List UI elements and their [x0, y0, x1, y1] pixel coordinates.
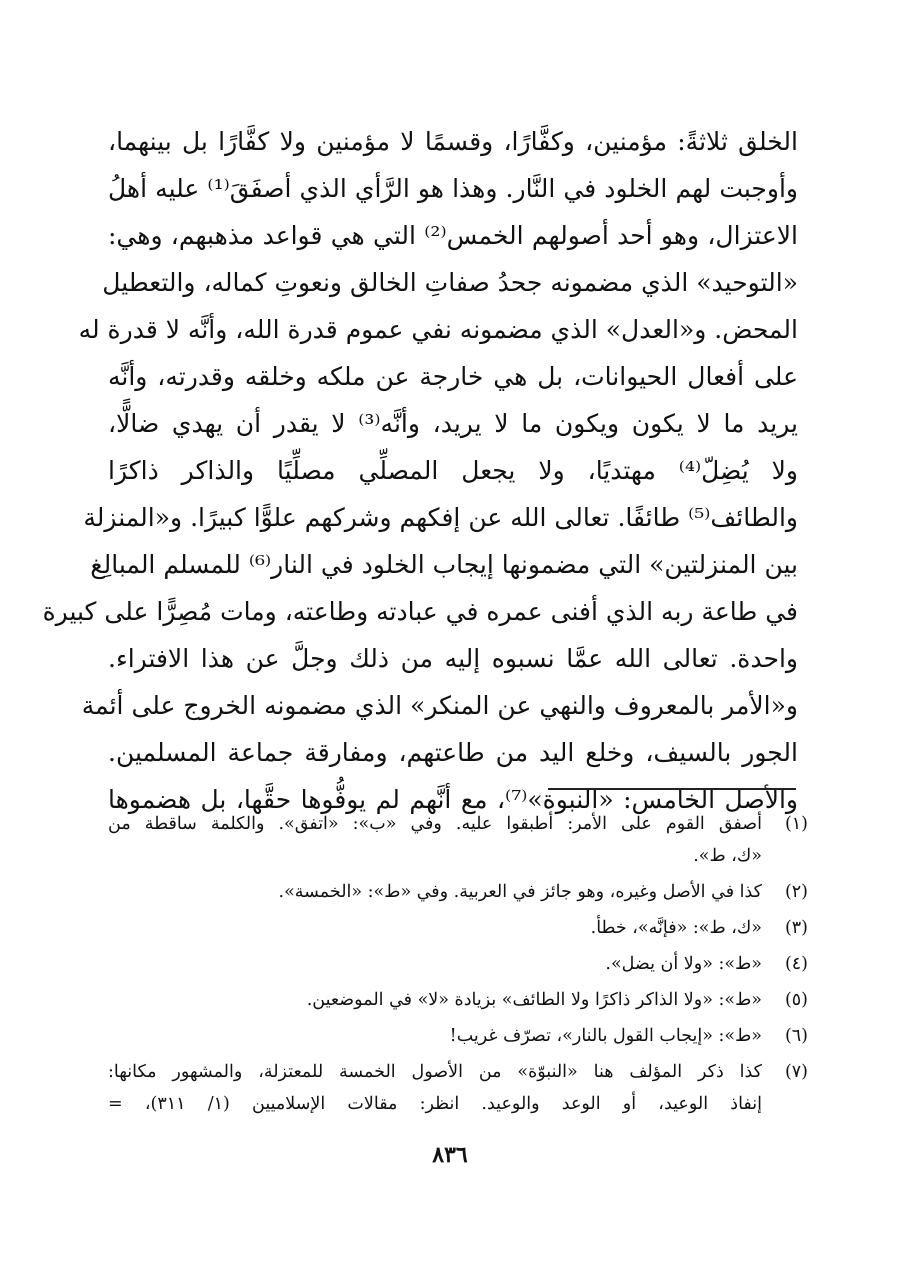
text-line-13: و«الأمر بالمعروف والنهي عن المنكر» الذي مضمونه الخروج على أئمة	[81, 691, 798, 720]
footnote-text	[108, 1056, 762, 1120]
footnote-line: «ط»: «ولا أن يضل».	[605, 954, 762, 974]
footnote-line: أصفق القوم على الأمر: أطبقوا عليه. وفي «ب»: «اتفق». والكلمة ساقطة من	[108, 814, 762, 834]
text-line-3: الاعتزال، وهو أحد أصولهم الخمس⁽²⁾ التي هي قواعد مذهبهم، وهي:	[108, 221, 798, 250]
footnote-7	[108, 1056, 808, 1120]
text-line-4: «التوحيد» الذي مضمونه جحدُ صفاتِ الخالق ونعوتِ كماله، والتعطيل	[102, 268, 798, 297]
footnote-line: «ك، ط»: «فإنَّه»، خطأ.	[590, 918, 762, 938]
text-line-12: واحدة. تعالى الله عمَّا نسبوه إليه من ذلك وجلَّ عن هذا الافتراء.	[108, 644, 798, 673]
footnote-number: (٢)	[784, 882, 808, 902]
footnote-line: كذا في الأصل وغيره، وهو جائز في العربية. وفي «ط»: «الخمسة».	[278, 882, 762, 902]
footnote-text	[108, 808, 762, 872]
text-line-11: في طاعة ربه الذي أفنى عمره في عبادته وطاعته، ومات مُصِرًّا على كبيرة	[42, 597, 798, 626]
text-line-9: والطائف⁽⁵⁾ طائفًا. تعالى الله عن إفكهم وشركهم علوًّا كبيرًا. و«المنزلة	[83, 503, 798, 532]
footnote-text	[108, 912, 762, 944]
footnote-number: (١)	[784, 814, 808, 834]
text-line-6: على أفعال الحيوانات، بل هي خارجة عن ملكه وخلقه وقدرته، وأنَّه	[108, 362, 798, 391]
text-line-8: ولا يُضِلّ⁽⁴⁾ مهتديًا، ولا يجعل المصلِّي مصلِّيًا والذاكر ذاكرًا	[108, 456, 798, 485]
footnote-text	[108, 948, 762, 980]
text-line-14: الجور بالسيف، وخلع اليد من طاعتهم، ومفارقة جماعة المسلمين.	[108, 738, 798, 767]
footnote-6	[108, 1020, 808, 1052]
text-line-1: الخلق ثلاثةً: مؤمنين، وكفَّارًا، وقسمًا لا مؤمنين ولا كفَّارًا بل بينهما،	[108, 127, 798, 156]
footnote-4	[108, 948, 808, 980]
text-line-5: المحض. و«العدل» الذي مضمونه نفي عموم قدرة الله، وأنَّه لا قدرة له	[78, 315, 798, 344]
text-line-15: والأصل الخامس: «النبوة»⁽⁷⁾، مع أنَّهم لم يوفُّوها حقَّها، بل هضموها	[108, 785, 798, 814]
footnote-line: «ط»: «ولا الذاكر ذاكرًا ولا الطائف» بزيادة «لا» في الموضعين.	[306, 990, 762, 1010]
footnote-text	[108, 984, 762, 1016]
footnote-line: إنفاذ الوعيد، أو الوعد والوعيد. انظر: مقالات الإسلاميين (١/ ٣١١)، =	[108, 1094, 762, 1114]
text-line-10: بين المنزلتين» التي مضمونها إيجاب الخلود في النار⁽⁶⁾ للمسلم المبالِغ	[90, 550, 798, 579]
footnote-line: كذا ذكر المؤلف هنا «النبوّة» من الأصول الخمسة للمعتزلة، والمشهور مكانها:	[108, 1062, 762, 1082]
text-line-7: يريد ما لا يكون ويكون ما لا يريد، وأنَّه⁽³⁾ لا يقدر أن يهدي ضالًّا،	[108, 409, 798, 438]
page-number: ٨٣٦	[432, 1142, 468, 1168]
footnote-number: (٥)	[784, 990, 808, 1010]
footnote-text	[108, 876, 762, 908]
footnote-3	[108, 912, 808, 944]
footnote-number: (٣)	[784, 918, 808, 938]
footnote-5	[108, 984, 808, 1016]
footnote-text	[108, 1020, 762, 1052]
footnote-line: «ك، ط».	[693, 846, 762, 866]
footnote-separator	[548, 788, 796, 790]
footnote-number: (٤)	[784, 954, 808, 974]
footnote-1	[108, 808, 808, 872]
footnote-line: «ط»: «إيجاب القول بالنار»، تصرّف غريب!	[449, 1026, 762, 1046]
main-text-body	[42, 118, 798, 823]
footnotes-section	[108, 808, 808, 1124]
footnote-number: (٦)	[784, 1026, 808, 1046]
footnote-2	[108, 876, 808, 908]
footnote-number: (٧)	[784, 1062, 808, 1082]
text-line-2: وأوجبت لهم الخلود في النَّار. وهذا هو الرَّأي الذي أصفَقَ⁽¹⁾ عليه أهلُ	[108, 174, 798, 203]
